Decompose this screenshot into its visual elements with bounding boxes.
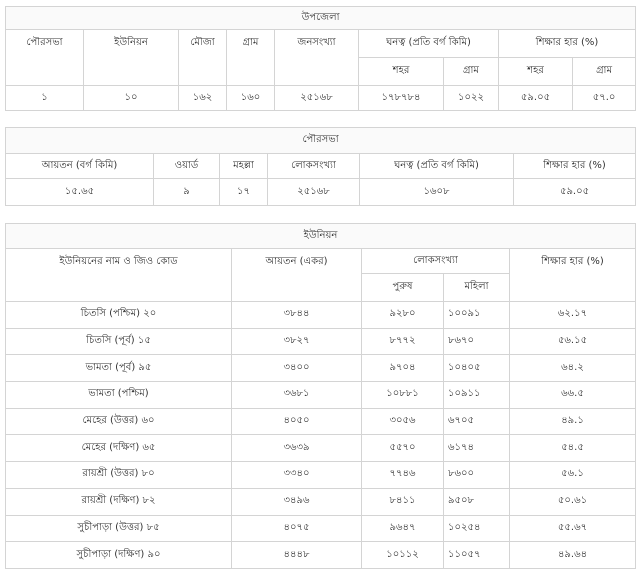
union-cell-literacy: ৪৯.৬৪: [510, 542, 636, 569]
union-cell-name: চিতসি (পশ্চিম) ২০: [6, 302, 232, 329]
header-union-male: পুরুষ: [362, 274, 444, 302]
table-row: [6, 408, 636, 435]
header-literacy-rural: গ্রাম: [573, 58, 636, 86]
value-literacy-rural: ৫৭.০: [573, 86, 636, 111]
table-row: [6, 542, 636, 569]
header-area: আয়তন (বর্গ কিমি): [6, 154, 154, 179]
value-union: ১০: [84, 86, 179, 111]
header-union-population: লোকসংখ্যা: [362, 249, 510, 274]
union-cell-female: ৬১৭৪: [444, 435, 510, 462]
table-row: [6, 515, 636, 542]
union-cell-name: সুচীপাড়া (উত্তর) ৮৫: [6, 515, 232, 542]
union-cell-male: ৯২৮০: [362, 302, 444, 329]
union-cell-male: ৯৭০৪: [362, 355, 444, 382]
header-union-area: আয়তন (একর): [232, 249, 362, 302]
value-literacy-city: ৫৯.০৫: [499, 86, 573, 111]
union-cell-area: ৩৪০০: [232, 355, 362, 382]
union-cell-name: ভামতা (পশ্চিম): [6, 382, 232, 409]
pourashava-caption: পৌরসভা: [6, 128, 636, 154]
value-density-city: ১৭৮৭৮৪: [359, 86, 444, 111]
value-density: ১৬০৮: [360, 179, 514, 206]
value-population: ২৫১৬৮: [268, 179, 360, 206]
union-cell-female: ৯৫০৮: [444, 488, 510, 515]
header-union-name: ইউনিয়নের নাম ও জিও কোড: [6, 249, 232, 302]
value-village: ১৬০: [227, 86, 275, 111]
union-cell-literacy: ৫০.৬১: [510, 488, 636, 515]
union-cell-female: ১০৯১১: [444, 382, 510, 409]
union-cell-female: ১০২৫৪: [444, 515, 510, 542]
union-cell-area: ৩৬৩৯: [232, 435, 362, 462]
union-cell-male: ৯৬৪৭: [362, 515, 444, 542]
table-row: [6, 355, 636, 382]
union-cell-male: ৩০৫৬: [362, 408, 444, 435]
union-cell-name: সুচীপাড়া (দক্ষিণ) ৯০: [6, 542, 232, 569]
union-cell-female: ১০৪০৫: [444, 355, 510, 382]
header-density: ঘনত্ব (প্রতি বর্গ কিমি): [359, 30, 499, 58]
table-row: [6, 302, 636, 329]
header-literacy: শিক্ষার হার (%): [499, 30, 636, 58]
union-caption: ইউনিয়ন: [6, 224, 636, 249]
union-cell-literacy: ৫৬.১৫: [510, 328, 636, 355]
union-cell-female: ৮৬৭০: [444, 328, 510, 355]
union-cell-female: ৬৭০৫: [444, 408, 510, 435]
union-cell-area: ৩৮২৭: [232, 328, 362, 355]
table-row: [6, 488, 636, 515]
union-cell-male: ৫৫৭০: [362, 435, 444, 462]
header-pourashava: পৌরসভা: [6, 30, 84, 86]
table-row: [6, 328, 636, 355]
union-cell-literacy: ৪৯.১: [510, 408, 636, 435]
value-mohalla: ১৭: [220, 179, 268, 206]
union-cell-literacy: ৫৬.১: [510, 462, 636, 489]
value-ward: ৯: [154, 179, 220, 206]
union-cell-name: মেহের (দক্ষিণ) ৬৫: [6, 435, 232, 462]
upazila-caption: উপজেলা: [6, 7, 636, 30]
union-cell-male: ১০১১২: [362, 542, 444, 569]
upazila-table: [5, 6, 636, 111]
header-union-female: মহিলা: [444, 274, 510, 302]
union-table: [5, 223, 636, 569]
table-row: [6, 462, 636, 489]
union-cell-name: মেহের (উত্তর) ৬০: [6, 408, 232, 435]
value-pourashava: ১: [6, 86, 84, 111]
pourashava-table: [5, 127, 636, 206]
union-cell-male: ১০৮৮১: [362, 382, 444, 409]
header-village: গ্রাম: [227, 30, 275, 86]
value-density-rural: ১০২২: [444, 86, 499, 111]
header-population: লোকসংখ্যা: [268, 154, 360, 179]
value-mouza: ১৬২: [179, 86, 227, 111]
union-cell-male: ৭৭৪৬: [362, 462, 444, 489]
header-mohalla: মহল্লা: [220, 154, 268, 179]
union-cell-literacy: ৫৪.৫: [510, 435, 636, 462]
union-cell-female: ৮৬০০: [444, 462, 510, 489]
table-row: [6, 382, 636, 409]
union-cell-area: ৩৬৮১: [232, 382, 362, 409]
header-literacy: শিক্ষার হার (%): [514, 154, 636, 179]
union-cell-name: চিতসি (পূর্ব) ১৫: [6, 328, 232, 355]
union-cell-literacy: ৫৫.৬৭: [510, 515, 636, 542]
value-area: ১৫.৬৫: [6, 179, 154, 206]
union-cell-area: ৪৪৪৮: [232, 542, 362, 569]
value-literacy: ৫৯.০৫: [514, 179, 636, 206]
union-cell-literacy: ৬৬.৫: [510, 382, 636, 409]
union-table-body: [6, 302, 636, 569]
union-cell-male: ৮৭৭২: [362, 328, 444, 355]
union-cell-area: ৪০৭৫: [232, 515, 362, 542]
union-cell-female: ১১০৫৭: [444, 542, 510, 569]
union-cell-literacy: ৬২.১৭: [510, 302, 636, 329]
header-mouza: মৌজা: [179, 30, 227, 86]
header-density-city: শহর: [359, 58, 444, 86]
header-ward: ওয়ার্ড: [154, 154, 220, 179]
header-density-rural: গ্রাম: [444, 58, 499, 86]
header-population: জনসংখ্যা: [275, 30, 359, 86]
table-row: [6, 435, 636, 462]
union-cell-literacy: ৬৪.২: [510, 355, 636, 382]
union-cell-name: রায়শ্রী (দক্ষিণ) ৮২: [6, 488, 232, 515]
union-cell-male: ৮৪১১: [362, 488, 444, 515]
header-density: ঘনত্ব (প্রতি বর্গ কিমি): [360, 154, 514, 179]
header-union: ইউনিয়ন: [84, 30, 179, 86]
union-cell-name: ভামতা (পূর্ব) ৯৫: [6, 355, 232, 382]
union-cell-area: ৩৩৪০: [232, 462, 362, 489]
union-cell-name: রায়শ্রী (উত্তর) ৮০: [6, 462, 232, 489]
union-cell-female: ১০০৯১: [444, 302, 510, 329]
union-cell-area: ৪০৫০: [232, 408, 362, 435]
union-cell-area: ৩৮৪৪: [232, 302, 362, 329]
header-union-literacy: শিক্ষার হার (%): [510, 249, 636, 302]
union-cell-area: ৩৪৯৬: [232, 488, 362, 515]
value-population: ২৫১৬৮: [275, 86, 359, 111]
header-literacy-city: শহর: [499, 58, 573, 86]
